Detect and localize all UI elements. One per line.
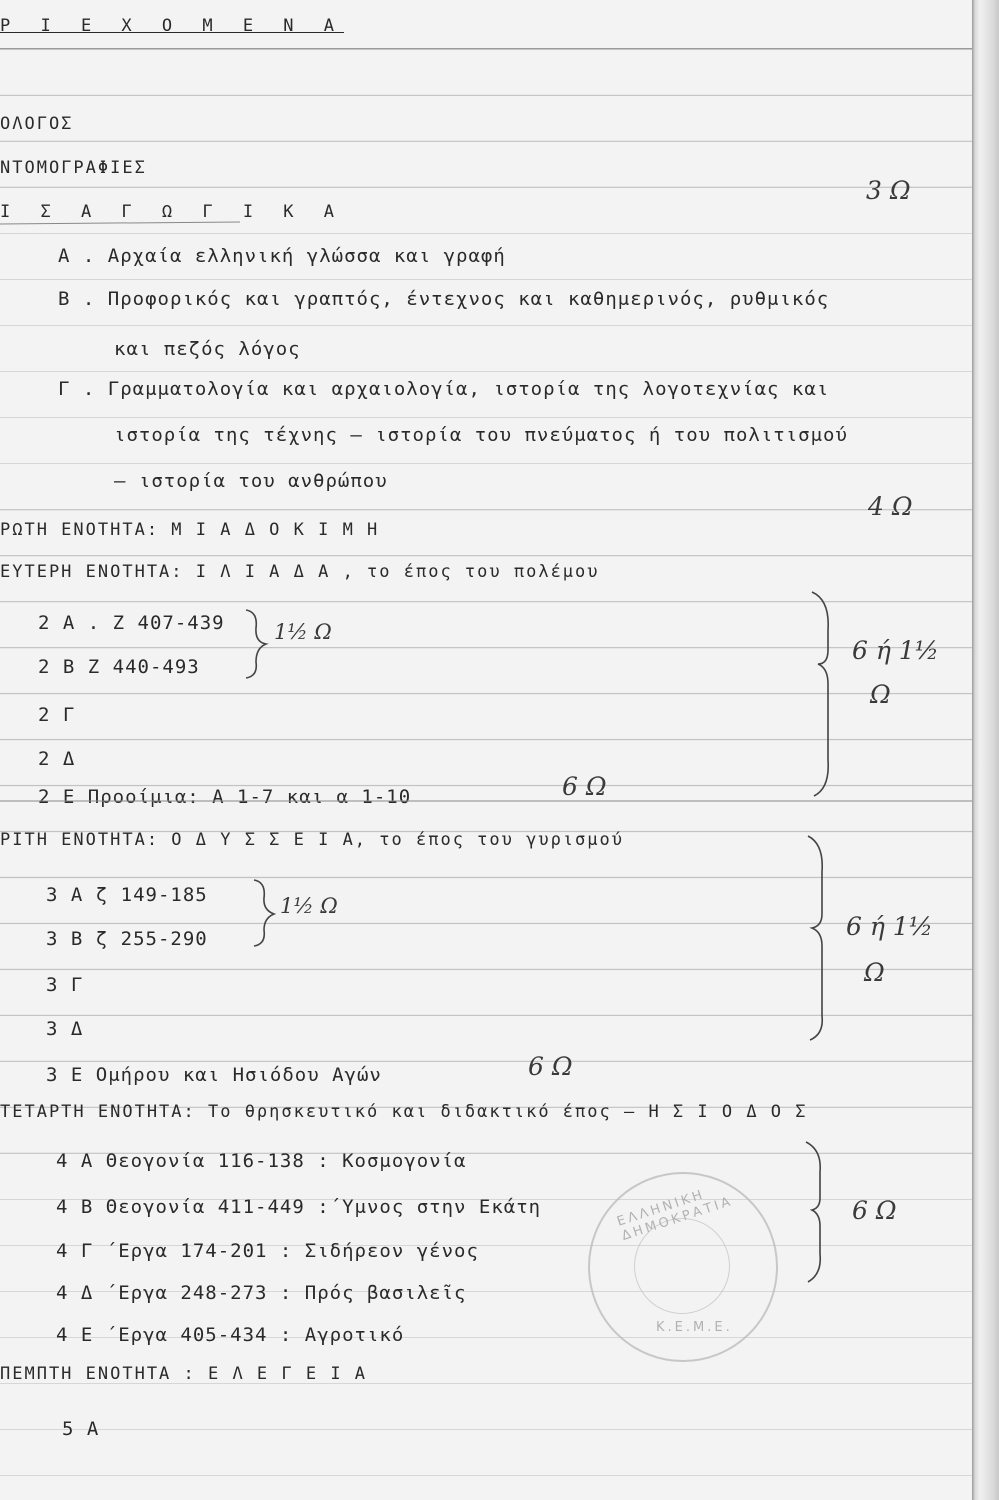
prologue-heading: ΟΛΟΓΟΣ: [0, 114, 74, 134]
intro-item-c-cont1: ιστορία της τέχνης — ιστορία του πνεύματος ή του πολιτισμού: [114, 424, 848, 446]
unit2-row-b: 2 Β Ζ 440-493: [38, 656, 200, 678]
unit4-heading: ΤΕΤΑΡΤΗ ΕΝΟΤΗΤΑ: Το θρησκευτικό και διδακτικό έπος — Η Σ Ι Ο Δ Ο Σ: [0, 1102, 808, 1122]
binding-edge: [972, 0, 999, 1500]
page-title: Ρ Ι Ε Χ Ο Μ Ε Ν Α: [0, 16, 344, 36]
unit2-total-hours-note: 6 ή 1½: [852, 636, 939, 665]
unit4-large-brace: [806, 1142, 820, 1282]
unit4-row-a: 4 Α Θεογονία 116-138 : Κοσμογονία: [56, 1150, 467, 1172]
unit3-row-a: 3 Α ζ 149-185: [46, 884, 208, 906]
unit2-heading: ΕΥΤΕΡΗ ΕΝΟΤΗΤΑ: Ι Λ Ι Α Δ Α , το έπος του πολέμου: [0, 562, 600, 582]
intro-underline: [0, 222, 240, 224]
intro-hours-note: 3 Ω: [866, 176, 911, 205]
unit4-row-d: 4 Δ ΄Εργα 248-273 : Πρός βασιλεῖς: [56, 1282, 467, 1304]
unit2-large-brace: [812, 592, 828, 796]
stamp-text: ΕΛΛΗΝΙΚΗ ΔΗΜΟΚΡΑΤΙΑ: [615, 1187, 735, 1244]
bibliography-heading: ΝΤΟΜΟΓΡΑΦΙΕΣ: [0, 158, 147, 178]
intro-item-b-cont: και πεζός λόγος: [114, 338, 301, 360]
unit4-row-c: 4 Γ ΄Εργα 174-201 : Σιδήρεον γένος: [56, 1240, 479, 1262]
unit4-row-b: 4 Β Θεογονία 411-449 :΄Υμνος στην Εκάτη: [56, 1196, 542, 1218]
intro-item-a: Α . Αρχαία ελληνική γλώσσα και γραφή: [58, 245, 506, 267]
official-stamp: [588, 1172, 778, 1362]
unit3-row-e: 3 Ε Ομήρου και Ησιόδου Αγών: [46, 1064, 382, 1086]
unit4-row-e: 4 Ε ΄Εργα 405-434 : Αγροτικό: [56, 1324, 405, 1346]
unit3-total-hours-note: 6 ή 1½: [846, 912, 933, 941]
unit2-total-hours-unit: Ω: [870, 680, 891, 709]
unit5-row-a: 5 Α: [62, 1418, 100, 1440]
unit1-hours-note: 4 Ω: [868, 492, 913, 521]
unit3-row-c: 3 Γ: [46, 974, 84, 996]
unit3-small-brace: [254, 880, 274, 946]
unit2-row-e: 2 Ε Προοίμια: Α 1-7 και α 1-10: [38, 786, 412, 808]
unit2-row-c: 2 Γ: [38, 704, 76, 726]
unit2-small-brace: [246, 610, 266, 678]
unit2-row-a: 2 Α . Ζ 407-439: [38, 612, 225, 634]
unit3-e-hours-note: 6 Ω: [528, 1052, 573, 1081]
unit3-heading: ΡΙΤΗ ΕΝΟΤΗΤΑ: Ο Δ Υ Σ Σ Ε Ι Α, το έπος του γυρισμού: [0, 830, 624, 850]
unit3-large-brace: [808, 836, 822, 1040]
unit4-total-hours-note: 6 Ω: [852, 1196, 897, 1225]
unit2-e-hours-note: 6 Ω: [562, 772, 607, 801]
unit3-row-d: 3 Δ: [46, 1018, 84, 1040]
intro-item-c-cont2: — ιστορία του ανθρώπου: [114, 470, 388, 492]
unit2-row-d: 2 Δ: [38, 748, 76, 770]
intro-item-b: Β . Προφορικός και γραπτός, έντεχνος και καθημερινός, ρυθμικός: [58, 288, 830, 310]
intro-heading: Ι Σ Α Γ Ω Γ Ι Κ Α: [0, 202, 344, 222]
intro-item-c: Γ . Γραμματολογία και αρχαιολογία, ιστορία της λογοτεχνίας και: [58, 378, 830, 400]
stamp-inner-text: Κ.Ε.Μ.Ε.: [656, 1320, 733, 1335]
unit3-row-b: 3 Β ζ 255-290: [46, 928, 208, 950]
unit3-total-hours-unit: Ω: [864, 958, 885, 987]
unit2-pair-hours-note: 1½ Ω: [274, 620, 332, 644]
unit1-heading: ΡΩΤΗ ΕΝΟΤΗΤΑ: Μ Ι Α Δ Ο Κ Ι Μ Η: [0, 520, 380, 540]
unit5-heading: ΠΕΜΠΤΗ ΕΝΟΤΗΤΑ : Ε Λ Ε Γ Ε Ι Α: [0, 1364, 368, 1384]
unit3-pair-hours-note: 1½ Ω: [280, 894, 338, 918]
